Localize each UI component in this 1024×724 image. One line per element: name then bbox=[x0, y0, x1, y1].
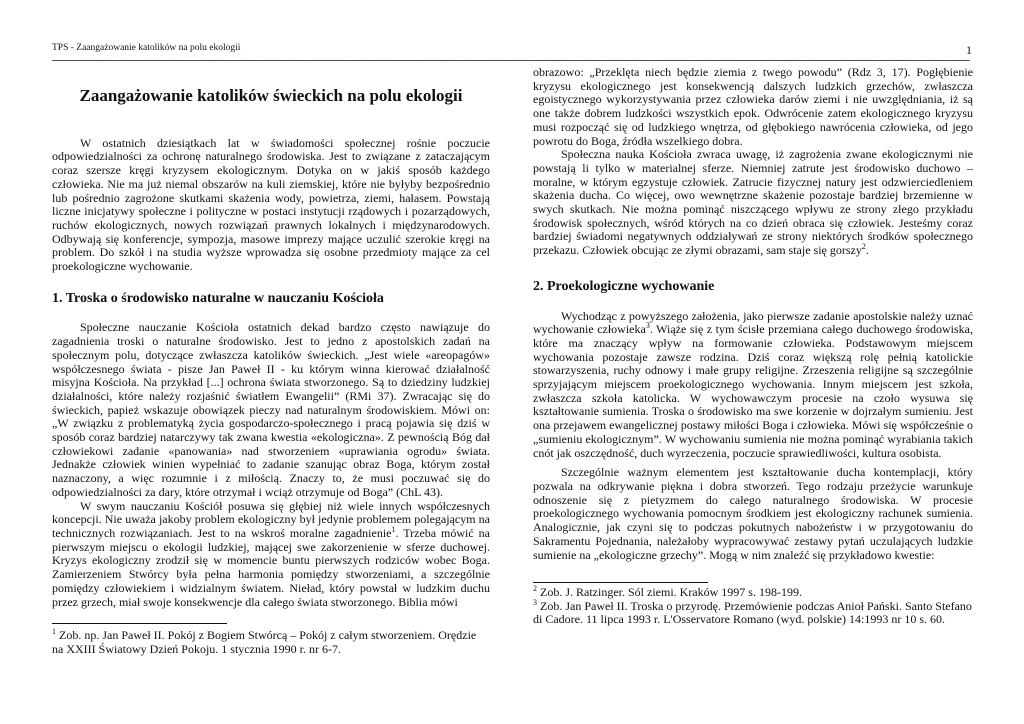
footnote-ref-3[interactable]: 3 bbox=[645, 321, 650, 331]
intro-paragraph: W ostatnich dziesiątkach lat w świadomości społecznej rośnie poczucie odpowiedzialności za ochronę naturalnego środowiska. Jest to związane z zataczającym coraz szersze kręgi kryzysem ekologicznym. Dotyka on w jakiś sposób każdego człowieka. Nie ma już niemal obszarów na kuli ziemskiej, które nie byłyby bezpośrednio lub pośrednio zagrożone skutkami skażenia wody, powietrza, ziemi, hałasem. Powstają liczne inicjatywy społeczne i polityczne w postaci instytucji rządowych i pozarządowych, ruchów ekologicznych, nowych rozwiązań prawnych lokalnych i międzynarodowych. Odbywają się konferencje, sympozja, masowe imprezy mające uczulić szerokie kręgi na problem. Do szkół i na studia wyższe wprowadza się osobne przedmioty mające za cel proekologiczne wychowanie. bbox=[52, 135, 490, 274]
paragraph-text: . bbox=[865, 243, 869, 258]
paragraph-text: Wychodząc z powyższego założenia, jako pierwsze zadanie apostolskie należy uznać wychowanie człowieka bbox=[533, 308, 973, 337]
section-2-heading: 2. Proekologiczne wychowanie bbox=[533, 278, 715, 294]
footnote-2 bbox=[533, 586, 973, 600]
section-2-paragraph-1 bbox=[533, 310, 973, 461]
footnote-text: Zob. np. Jan Paweł II. Pokój z Bogiem Stwórcą – Pokój z całym stworzeniem. Orędzie na XXIII Światowy Dzień Pokoju. 1 stycznia 1990 r. nr 6-7. bbox=[52, 628, 477, 656]
header-rule: ------------------------------------------------------------------------------------------------------------------------------------------------------------------------------------------------------------------------------------------------------------------------------------------------------------------------------------------------ bbox=[52, 55, 970, 66]
continued-paragraph: obrazowo: „Przeklęta niech będzie ziemia z twego powodu” (Rdz 3, 17). Pogłębienie kryzysu ekologicznego jest konsekwencją dalszych ludzkich grzechów, zwłaszcza egoistycznego wykorzystywania przez człowieka darów ziemi i nie uwzględniania, iż są one także dobrem ludzkości wszystkich epok. Odwrócenie zatem ekologicznego kryzysu musi rozpocząć się od ludzkiego wnętrza, od głębokiego nawrócenia człowieka, od jego powrotu do Boga, źródła wszelkiego dobra. bbox=[533, 65, 973, 148]
paragraph-text: . Wiąże się z tym ścisłe przemiana całego duchowego środowiska, które ma znaczący wpływ na formowanie człowieka. Podstawowym miejscem wychowania pozostaje zawsze rodzina. Dziś coraz większą rolę pełnią katolickie stowarzyszenia, ruchy odnowy i małe grupy religijne. Zrzeszenia religijne są szczególnie sprzyjającym miejscem proekologicznego wychowania. Innym miejscem jest szkoła, zwłaszcza szkoła katolicka. W wychowawczym procesie na czoło wysuwa się kształtowanie sumienia. Troska o środowisko ma swe korzenie w dojrzałym sumieniu. Jest ona przejawem ewangelicznej postawy miłości Boga i człowieka. Mówi się współcześnie o „sumieniu ekologicznym”. W wychowaniu sumienia nie można pominąć wyrabiania takich cnót jak oszczędność, duch wyrzeczenia, poczucie sprawiedliwości, kultura osobista. bbox=[533, 322, 973, 460]
section-2-paragraph-2: Szczególnie ważnym elementem jest kształtowanie ducha kontemplacji, który pozwala na odkrywanie piękna i dobra stworzeń. Tego rodzaju przeżycie warunkuje odnoszenie się z pietyzmem do całego naturalnego środowiska. W procesie proekologicznego wychowania pomocnym środkiem jest ekologiczny rachunek sumienia. Analogicznie, jak czyni się to podczas pokutnych nabożeństw i w przygotowaniu do Sakramentu Pojednania, należałoby wypracowywać zestawy pytań uczulających ludzkie sumienie na „ekologiczne grzechy”. Mogą w nim znaleźć się przykładowo kwestie: bbox=[533, 465, 973, 562]
running-header: TPS - Zaangażowanie katolików na polu ekologii bbox=[52, 43, 241, 53]
section-1-heading: 1. Troska o środowisko naturalne w nauczaniu Kościoła bbox=[52, 290, 384, 306]
section-1-paragraph-1: Społeczne nauczanie Kościoła ostatnich dekad bardzo często nawiązuje do zagadnienia troski o naturalne środowisko. Jest to jedno z apostolskich zadań na społecznym polu, dotyczące zwłaszcza katolików świeckich. „Jest wiele «areopagów» współczesnego świata - pisze Jan Paweł II - ku którym winna kierować działalność misyjna Kościoła. Na przykład [...] ochrona świata stworzonego. Są to dziedziny ludzkiej działalności, które należy rozjaśnić światłem Ewangelii” (RMi 37). Zwracając się do świeckich, papież wskazuje obowiązek pieczy nad naturalnym środowiskiem. Mówi on: „W związku z problematyką życia gospodarczo-społecznego i pracą pojawia się dziś w sposób coraz bardziej natarczywy tak zwana kwestia «ekologiczna». Z pewnością Bóg dał człowiekowi zadanie «panowania» nad stworzeniem «uprawiania ogrodu» świata. Jednakże człowiek winien wypełniać to zadanie szanując obraz Boga, którym został naznaczony, a więc rozumnie i z miłością. Znaczy to, że musi poczuwać się do odpowiedzialności za dary, które otrzymał i wciąż otrzymuje od Boga” (ChL 43). bbox=[52, 320, 490, 499]
paragraph-2 bbox=[533, 148, 973, 258]
footnote-mark: 3 bbox=[533, 597, 537, 607]
paragraph-text: W swym nauczaniu Kościół posuwa się głębiej niż wiele innych współczesnych koncepcji. Nie uważa jakoby problem ekologiczny był jedynie problemem polegającym na technicznych rozwiązaniach. Jest to na wskroś moralne zagadnienie bbox=[52, 498, 490, 540]
footnote-3 bbox=[533, 597, 973, 627]
footnote-mark: 1 bbox=[52, 627, 56, 637]
page-number: 1 bbox=[966, 43, 972, 57]
footnote-rule bbox=[533, 582, 708, 583]
section-1-paragraph-2 bbox=[52, 500, 490, 610]
footnote-rule bbox=[52, 623, 227, 624]
footnote-ref-1[interactable]: 1 bbox=[391, 524, 396, 534]
footnote-mark: 2 bbox=[533, 584, 537, 594]
footnote-1 bbox=[52, 629, 490, 656]
footnote-text: Zob. J. Ratzinger. Sól ziemi. Kraków 1997 s. 198-199. bbox=[537, 585, 802, 600]
footnote-text: Zob. Jan Paweł II. Troska o przyrodę. Przemówienie podczas Anioł Pański. Santo Stefano di Cadore. 11 lipca 1993 r. L'Osservatore Romano (wyd. polskie) 14:1993 nr 10 s. 60. bbox=[533, 598, 972, 627]
paragraph-text: Społeczna nauka Kościoła zwraca uwagę, iż zagrożenia zwane ekologicznymi nie powstają li tylko w materialnej sferze. Niemniej zatrute jest środowisko duchowo – moralne, w którym egzystuje człowiek. Zatrucie fizycznej natury jest odzwierciedleniem skażenia ducha. Co więcej, owo wewnętrzne skażenie pozostaje bardziej brzemienne w swych skutkach. Nie można pominąć niszczącego wpływu ze strony złego przykładu środowisk społecznych, wśród których na co dzień obraca się człowiek. Jesteśmy coraz bardziej świadomi negatywnych oddziaływań ze strony niektórych środków społecznego przekazu. Człowiek obcując ze złymi obrazami, sam staje się gorszy bbox=[533, 147, 973, 258]
right-column bbox=[533, 66, 973, 627]
paragraph-text: . Trzeba mówić na pierwszym miejscu o ekologii ludzkiej, mającej swe zakorzenienie w sferze duchowej. Kryzys ekologiczny zrodził się w momencie buntu pierwszych rodziców wobec Boga. Zamierzeniem Stwórcy była pełna harmonia pomiędzy stworzeniami, a szczególnie pomiędzy człowiekiem i widzialnym światem. Nieład, który powstał w ludzkim duchu przez grzech, miał swoje konsekwencje dla całego świata stworzonego. Biblia mówi bbox=[52, 525, 490, 609]
footnote-ref-2[interactable]: 2 bbox=[861, 242, 866, 252]
article-title: Zaangażowanie katolików świeckich na polu ekologii bbox=[79, 86, 463, 105]
left-column bbox=[52, 66, 490, 656]
